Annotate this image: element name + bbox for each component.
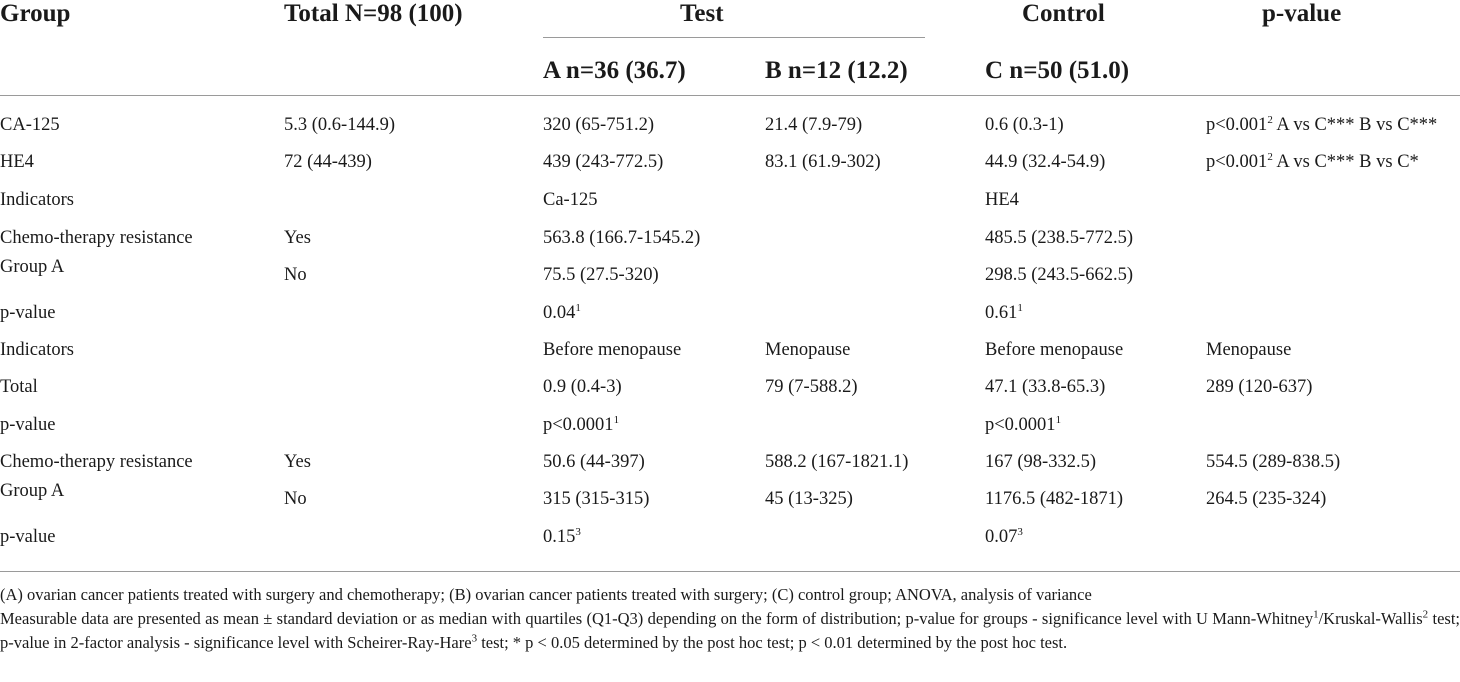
cell-a: $p<0.0001^1$ [543,413,620,435]
row-label: HE4 [0,152,34,172]
cell-c: 167 (98-332.5) [985,452,1096,472]
row-label: Chemo-therapy resistance [0,452,193,472]
cell-yes: Yes [284,452,311,472]
header-control: Control [1022,0,1105,27]
cell-no: No [284,265,307,285]
footer-rule [0,571,1460,572]
cell-p: 289 (120-637) [1206,377,1313,397]
cell-no: No [284,489,307,509]
cell-b: Menopause [765,340,851,360]
row-label: CA-125 [0,115,60,135]
cell-c: 1176.5 (482-1871) [985,489,1124,509]
footnote-methods: Measurable data are presented as mean ± standard deviation or as median with quartiles (Q1-Q3) depending on the form of distribution; p-value for groups - significance level with U Mann-Whitney$^1$/Kruskal-Wallis$^2$ test; p-value in 2-factor analysis - significance level with Scheirer-Ray-Hare$^3$ test; * p < 0.05 determined by the post hoc test; p < 0.01 determined by the post hoc test. [0,608,1460,652]
cell-c: Before menopause [985,340,1124,360]
cell-b: 79 (7-588.2) [765,377,858,397]
cell-a: Ca-125 [543,190,598,210]
cell-a: 50.6 (44-397) [543,452,645,472]
header-pvalue: p-value [1262,0,1342,27]
cell-c: 0.6 (0.3-1) [985,115,1064,135]
cell-c: 485.5 (238.5-772.5) [985,228,1133,248]
footnote-abbreviations: (A) ovarian cancer patients treated with surgery and chemotherapy; (B) ovarian cancer patients treated with surgery; (C) control group; ANOVA, analysis of variance [0,585,1092,604]
cell-a: 0.15$^3$ [543,525,581,547]
cell-a: 75.5 (27.5-320) [543,265,659,285]
cell-a: Before menopause [543,340,682,360]
cell-p: $p<0.001^2$ A vs C*** B vs C*** [1206,113,1438,135]
header-group-b: B n=12 (12.2) [765,57,908,84]
cell-a: 0.04$^1$ [543,301,581,323]
cell-b: 45 (13-325) [765,489,853,509]
cell-b: 588.2 (167-1821.1) [765,452,909,472]
cell-b: 21.4 (7.9-79) [765,115,863,135]
row-label: Indicators [0,340,74,360]
cell-c: 44.9 (32.4-54.9) [985,152,1106,172]
cell-p: 554.5 (289-838.5) [1206,452,1341,472]
cell-p: Menopause [1206,340,1292,360]
row-label: p-value [0,303,56,323]
cell-a: 563.8 (166.7-1545.2) [543,228,701,248]
cell-yes: Yes [284,228,311,248]
cell-total: 72 (44-439) [284,152,372,172]
cell-c: 47.1 (33.8-65.3) [985,377,1106,397]
cell-a: 0.9 (0.4-3) [543,377,622,397]
header-group-c: C n=50 (51.0) [985,57,1130,84]
cell-a: 439 (243-772.5) [543,152,664,172]
row-label: Total [0,377,38,397]
cell-c: 0.61$^1$ [985,301,1023,323]
cell-p: $p<0.001^2$ A vs C*** B vs C* [1206,150,1419,172]
header-group-a: A n=36 (36.7) [543,57,686,84]
header-group: Group [0,0,71,27]
row-label: p-value [0,415,56,435]
cell-c: HE4 [985,190,1019,210]
row-label: Chemo-therapy resistance [0,228,193,248]
cell-c: 0.07$^3$ [985,525,1023,547]
cell-c: $p<0.0001^1$ [985,413,1062,435]
row-label: Indicators [0,190,74,210]
row-sublabel: Group A [0,257,65,277]
cell-a: 315 (315-315) [543,489,650,509]
cell-c: 298.5 (243.5-662.5) [985,265,1133,285]
cell-b: 83.1 (61.9-302) [765,152,881,172]
header-total: Total N=98 (100) [284,0,463,27]
header-test: Test [680,0,724,27]
cell-a: 320 (65-751.2) [543,115,654,135]
row-label: p-value [0,527,56,547]
cell-p: 264.5 (235-324) [1206,489,1327,509]
cell-total: 5.3 (0.6-144.9) [284,115,395,135]
test-span-rule [543,37,925,38]
header-rule [0,95,1460,96]
row-sublabel: Group A [0,481,65,501]
